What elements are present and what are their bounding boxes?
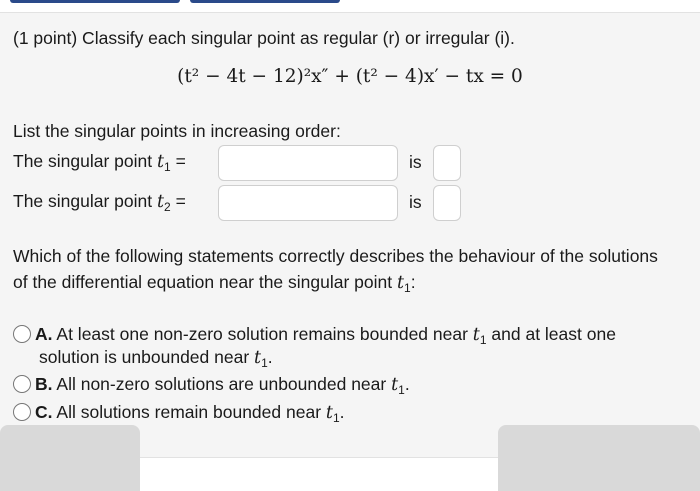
singular-point-row-1 xyxy=(13,151,186,174)
is-label-1: is xyxy=(409,152,422,172)
is-label-2: is xyxy=(409,192,422,212)
option-letter: A. xyxy=(35,324,53,344)
option-text-1: All non-zero solutions are unbounded near xyxy=(56,374,387,394)
equation-text: (t² − 4t − 12)²x″ + (t² − 4)x′ − tx = 0 xyxy=(177,66,523,87)
question-sub: 1 xyxy=(404,281,411,295)
option-sub: 1 xyxy=(398,383,405,397)
radio-a[interactable] xyxy=(13,325,31,343)
question-var: t xyxy=(397,273,405,293)
blurred-panel-left xyxy=(0,425,140,491)
option-text-1: At least one non-zero solution remains bounded near xyxy=(56,324,468,344)
row-sub: 1 xyxy=(164,160,171,174)
row-equals: = xyxy=(175,191,186,211)
singular-point-1-input[interactable] xyxy=(218,145,398,181)
differential-equation xyxy=(0,66,700,87)
option-var: t xyxy=(325,403,333,423)
top-tab-strip xyxy=(0,0,700,8)
problem-title: (1 point) Classify each singular point as regular (r) or irregular (i). xyxy=(13,28,515,48)
option-a-continuation xyxy=(39,347,273,370)
option-suffix: . xyxy=(267,347,273,367)
option-var: t xyxy=(254,348,262,368)
option-b[interactable] xyxy=(13,372,683,403)
row-label: The singular point xyxy=(13,151,153,171)
option-suffix: . xyxy=(404,374,410,394)
tab-indicator-right xyxy=(190,0,340,3)
row-var: t xyxy=(157,152,165,172)
option-letter: B. xyxy=(35,374,53,394)
question-suffix: : xyxy=(410,272,416,292)
classification-1-input[interactable] xyxy=(433,145,461,181)
row-sub: 2 xyxy=(164,200,171,214)
row-var: t xyxy=(157,192,165,212)
behaviour-question xyxy=(13,243,673,301)
option-text-2: and at least one xyxy=(491,324,616,344)
tab-indicator-left xyxy=(10,0,180,3)
option-var: t xyxy=(472,325,480,345)
radio-c[interactable] xyxy=(13,403,31,421)
blurred-panel-right xyxy=(498,425,700,491)
singular-point-2-input[interactable] xyxy=(218,185,398,221)
row-label: The singular point xyxy=(13,191,153,211)
option-suffix: . xyxy=(339,402,345,422)
option-var: t xyxy=(391,375,399,395)
option-sub: 1 xyxy=(332,411,340,425)
option-sub: 1 xyxy=(479,333,487,347)
option-sub: 1 xyxy=(261,356,268,370)
question-text: Which of the following statements correctly describes the behaviour of the solutions of the differential equation near the singular point xyxy=(13,246,658,292)
option-text-1: All solutions remain bounded near xyxy=(56,402,322,422)
singular-point-row-2 xyxy=(13,191,186,214)
option-text-3: solution is unbounded near xyxy=(39,347,250,367)
list-prompt: List the singular points in increasing order: xyxy=(13,121,341,141)
classification-2-input[interactable] xyxy=(433,185,461,221)
option-letter: C. xyxy=(35,402,53,422)
row-equals: = xyxy=(175,151,186,171)
radio-b[interactable] xyxy=(13,375,31,393)
